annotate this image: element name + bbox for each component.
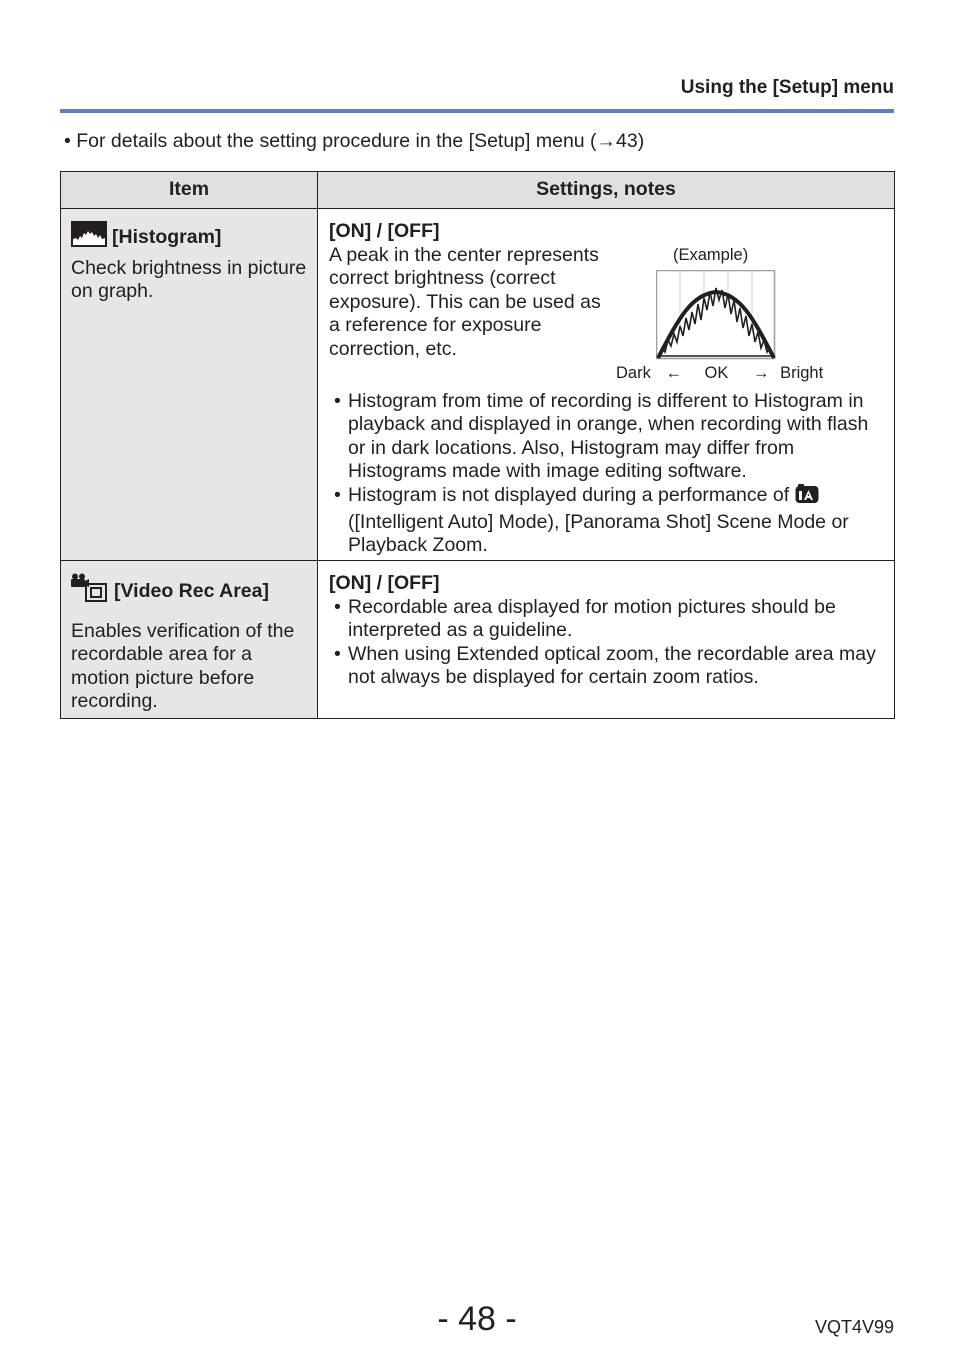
- list-item: • When using Extended optical zoom, the recordable area may not always be displayed for certain zoom ratios.: [329, 643, 884, 690]
- page-number: - 48 -: [437, 1300, 517, 1338]
- bullet-text: Histogram is not displayed during a performance of: [348, 483, 790, 506]
- notes-bullets: [329, 390, 884, 558]
- histogram-example-graph: [656, 270, 776, 360]
- notes-detail: A peak in the center represents correct brightness (correct exposure). This can be used as a reference for exposure correction, etc.: [329, 243, 601, 360]
- setup-settings-table: [60, 171, 895, 719]
- item-title: [Video Rec Area]: [114, 579, 269, 602]
- table-header-row: [61, 172, 895, 209]
- axis-ok-label: OK: [704, 363, 729, 382]
- arrow-right-icon: →: [752, 363, 770, 382]
- axis-bright-label: Bright: [780, 363, 824, 382]
- notes-cell-video-rec-area: [318, 561, 895, 719]
- intro-note: • For details about the setting procedure in the [Setup] menu (→43): [64, 130, 645, 152]
- arrow-left-icon: ←: [665, 363, 682, 382]
- model-code: VQT4V99: [814, 1317, 894, 1337]
- histogram-icon: [71, 221, 107, 254]
- intelligent-auto-icon: [795, 484, 819, 511]
- notes-cell-histogram: [318, 209, 895, 561]
- bullet-text-continued: ([Intelligent Auto] Mode), [Panorama Shot] Scene Mode or Playback Zoom.: [348, 510, 849, 557]
- item-title-row: [71, 573, 307, 610]
- notes-bullets: [329, 596, 884, 690]
- list-item: [329, 484, 884, 558]
- axis-dark-label: Dark: [616, 363, 651, 382]
- table-row: [61, 561, 895, 719]
- header-rule: [60, 109, 894, 113]
- item-cell-histogram: [61, 209, 318, 561]
- table-row: [61, 209, 895, 561]
- item-description: Check brightness in picture on graph.: [71, 256, 307, 303]
- column-header-notes: Settings, notes: [318, 172, 895, 209]
- options-label: [ON] / [OFF]: [329, 572, 440, 594]
- histogram-axis-labels: [614, 362, 823, 386]
- histogram-example: [614, 222, 884, 382]
- header-title: Using the [Setup] menu: [680, 77, 894, 98]
- options-label: [ON] / [OFF]: [329, 220, 440, 242]
- column-header-item: Item: [61, 172, 318, 209]
- video-rec-area-icon: [71, 573, 109, 610]
- item-title-row: [71, 221, 307, 254]
- item-cell-video-rec-area: [61, 561, 318, 719]
- list-item: • Recordable area displayed for motion pictures should be interpreted as a guideline.: [329, 596, 884, 643]
- description-with-example: [329, 244, 884, 382]
- list-item: • Histogram from time of recording is different to Histogram in playback and displayed in orange, when recording with flash or in dark locations. Also, Histogram may differ from Histograms made with image editing software.: [329, 390, 884, 484]
- example-label: (Example): [673, 245, 749, 264]
- item-title: [Histogram]: [112, 225, 222, 248]
- item-description: Enables verification of the recordable area for a motion picture before recording.: [71, 619, 295, 713]
